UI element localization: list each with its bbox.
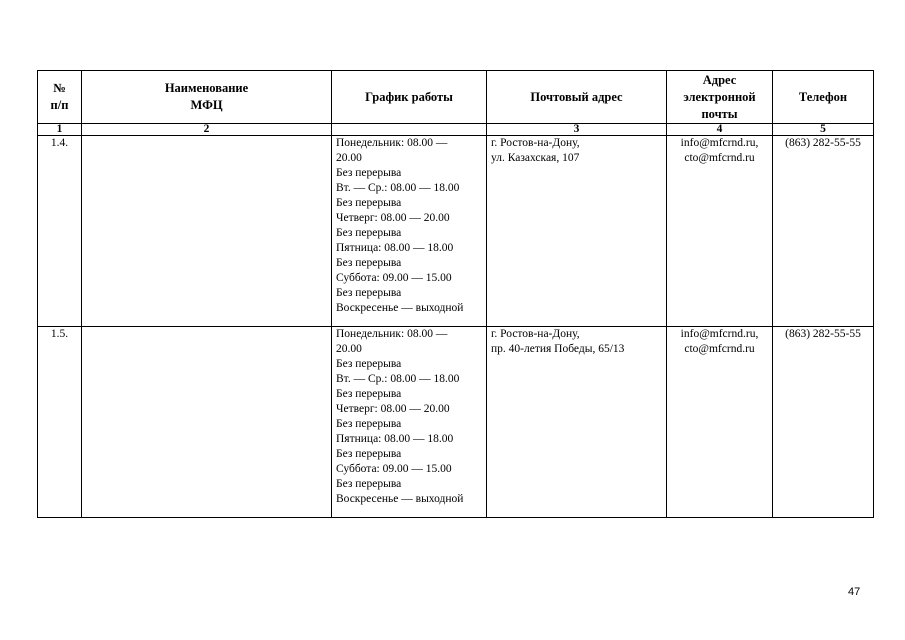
page-number: 47 — [848, 586, 861, 598]
phone-cell: (863) 282-55-55 — [773, 136, 874, 327]
schedule-cell — [332, 327, 487, 518]
column-number: 3 — [487, 124, 667, 136]
schedule-line: Понедельник: 08.00 — — [336, 328, 448, 340]
row-number: 1.4. — [38, 136, 82, 327]
table-row — [38, 327, 874, 518]
header-name — [82, 71, 332, 124]
schedule-line: Без перерыва — [336, 448, 402, 460]
header-email — [667, 71, 773, 124]
address-line: г. Ростов-на-Дону, — [491, 328, 580, 340]
schedule-line: 20.00 — [336, 343, 362, 355]
header-line: Телефон — [798, 89, 848, 104]
schedule-line: Суббота: 09.00 — 15.00 — [336, 272, 452, 284]
postal-address-cell — [487, 327, 667, 518]
header-line: Наименование — [164, 81, 249, 95]
mfc-name-cell — [82, 136, 332, 327]
header-line: МФЦ — [190, 98, 223, 112]
email-line: cto@mfcrnd.ru — [684, 152, 755, 164]
column-number-row — [38, 124, 874, 136]
phone-cell: (863) 282-55-55 — [773, 327, 874, 518]
row-number: 1.5. — [38, 327, 82, 518]
column-number: 5 — [773, 124, 874, 136]
schedule-line: Без перерыва — [336, 227, 402, 239]
schedule-line: Четверг: 08.00 — 20.00 — [336, 212, 450, 224]
schedule-line: Без перерыва — [336, 418, 402, 430]
header-schedule — [332, 71, 487, 124]
schedule-line: Суббота: 09.00 — 15.00 — [336, 463, 452, 475]
schedule-line: Вт. — Ср.: 08.00 — 18.00 — [336, 182, 460, 194]
postal-address-cell — [487, 136, 667, 327]
email-line: cto@mfcrnd.ru — [684, 343, 755, 355]
email-line: info@mfcrnd.ru, — [680, 328, 759, 340]
header-line: № — [53, 81, 66, 95]
schedule-line: Пятница: 08.00 — 18.00 — [336, 433, 454, 445]
email-line: info@mfcrnd.ru, — [680, 137, 759, 149]
header-line: График работы — [365, 89, 453, 104]
mfc-table — [37, 70, 874, 518]
column-number: 1 — [38, 124, 82, 136]
schedule-line: Пятница: 08.00 — 18.00 — [336, 242, 454, 254]
address-line: ул. Казахская, 107 — [491, 152, 580, 164]
table-header-row — [38, 71, 874, 124]
header-phone — [773, 71, 874, 124]
header-line: электронной — [683, 89, 756, 104]
schedule-cell — [332, 136, 487, 327]
schedule-line: Понедельник: 08.00 — — [336, 137, 448, 149]
mfc-name-cell — [82, 327, 332, 518]
schedule-line: 20.00 — [336, 152, 362, 164]
schedule-line: Без перерыва — [336, 167, 402, 179]
header-line: п/п — [50, 98, 69, 112]
schedule-line: Воскресенье — выходной — [336, 493, 464, 505]
schedule-line: Четверг: 08.00 — 20.00 — [336, 403, 450, 415]
column-number: 4 — [667, 124, 773, 136]
address-line: г. Ростов-на-Дону, — [491, 137, 580, 149]
schedule-line: Без перерыва — [336, 197, 402, 209]
header-line: Почтовый адрес — [530, 89, 623, 104]
schedule-line: Без перерыва — [336, 358, 402, 370]
schedule-line: Вт. — Ср.: 08.00 — 18.00 — [336, 373, 460, 385]
column-number — [332, 124, 487, 136]
schedule-line: Без перерыва — [336, 388, 402, 400]
header-number — [38, 71, 82, 124]
column-number: 2 — [82, 124, 332, 136]
email-cell — [667, 136, 773, 327]
table-row — [38, 136, 874, 327]
header-line: почты — [701, 106, 738, 121]
schedule-line: Без перерыва — [336, 287, 402, 299]
address-line: пр. 40-летия Победы, 65/13 — [491, 343, 625, 355]
schedule-line: Без перерыва — [336, 257, 402, 269]
header-address — [487, 71, 667, 124]
table-body — [38, 136, 874, 518]
schedule-line: Без перерыва — [336, 478, 402, 490]
schedule-line: Воскресенье — выходной — [336, 302, 464, 314]
email-cell — [667, 327, 773, 518]
header-line: Адрес — [702, 72, 737, 87]
